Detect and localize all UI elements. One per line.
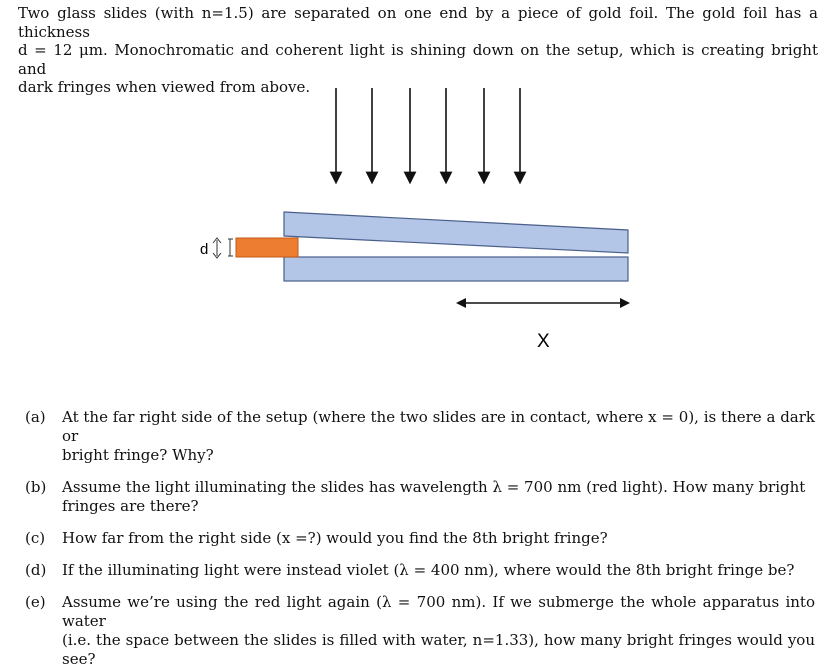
thickness-arrow [213,238,233,258]
question-c [25,529,815,548]
question-text: If the illuminating light were instead violet (λ = 400 nm), where would the 8th bright fringe be? [62,561,795,579]
question-text: How far from the right side (x =?) would you find the 8th bright fringe? [62,529,608,547]
question-list [25,408,815,669]
thickness-label: d [200,241,209,258]
top-glass-slide [284,212,628,253]
question-marker: (a) [25,408,46,426]
x-arrow-right-head [620,298,630,308]
question-marker: (e) [25,593,46,611]
gold-foil [236,238,298,257]
question-e [25,593,815,669]
question-text: Assume we’re using the red light again (λ = 700 nm). If we submerge the whole apparatus into water (i.e. the space between the slides is filled with water, n=1.33), how many bright fringes would you see? [62,593,815,668]
question-marker: (c) [25,529,46,547]
thin-film-diagram [0,82,833,382]
problem-line-3: dark fringes when viewed from above. [18,78,311,96]
problem-line-1: Two glass slides (with n=1.5) are separated on one end by a piece of gold foil. The gold foil has a thickness [18,4,818,41]
question-b [25,478,815,516]
question-marker: (b) [25,478,47,496]
x-arrow-left-head [456,298,466,308]
question-text: At the far right side of the setup (where the two slides are in contact, where x = 0), is there a dark or bright fringe? Why? [62,408,815,464]
x-label: X [537,331,550,352]
question-d [25,561,815,580]
question-a [25,408,815,465]
question-text: Assume the light illuminating the slides has wavelength λ = 700 nm (red light). How many bright fringes are there? [62,478,806,515]
problem-line-2: d = 12 μm. Monochromatic and coherent light is shining down on the setup, which is creating bright and [18,41,818,78]
bottom-glass-slide [284,257,628,281]
incident-light-arrows [336,88,520,178]
question-marker: (d) [25,561,47,579]
